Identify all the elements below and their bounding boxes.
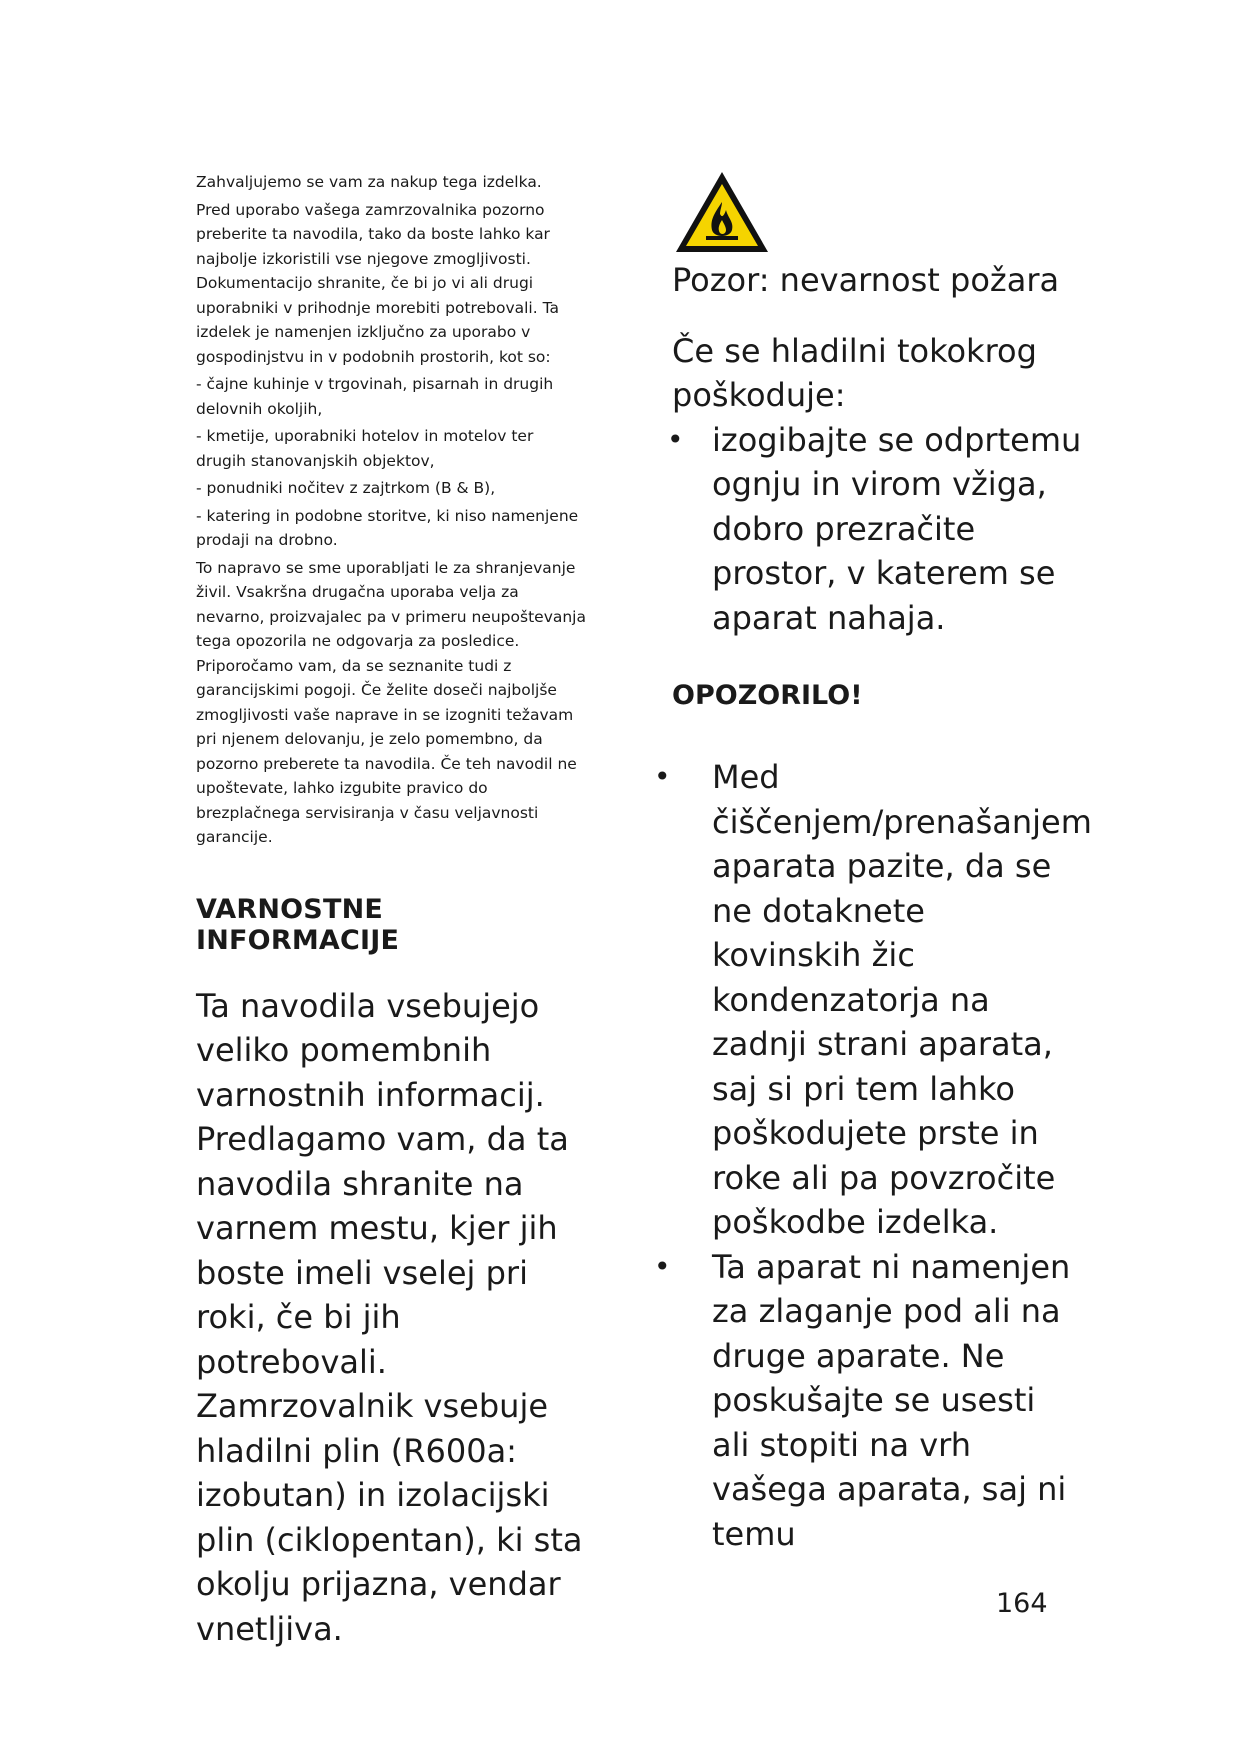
- list-item: [667, 418, 1082, 641]
- usage-item: - katering in podobne storitve, ki niso namenjene prodaji na drobno.: [196, 506, 579, 549]
- safety-heading: VARNOSTNE INFORMACIJE: [196, 893, 400, 956]
- warning-item-text: Ta aparat ni namenjen za zlaganje pod ali na druge aparate. Ne poskušajte se usesti ali stopiti na vrh vašega aparata, saj ni temu: [712, 1247, 1071, 1553]
- thanks-paragraph: Zahvaljujemo se vam za nakup tega izdelka.: [196, 173, 542, 191]
- usage-item: - čajne kuhinje v trgovinah, pisarnah in drugih delovnih okoljih,: [196, 375, 554, 418]
- usage-item: - ponudniki nočitev z zajtrkom (B & B),: [196, 479, 496, 497]
- right-column: [654, 168, 1092, 1556]
- instructions-paragraph: Pred uporabo vašega zamrzovalnika pozorno preberite ta navodila, tako da boste lahko kar najbolje izkoristili vse njegove zmogljivosti. Dokumentacijo shranite, če bi jo vi ali drugi uporabniki v prihodnje morebiti potrebovali. Ta izdelek je namenjen izključno za uporabo v gospodinjstvu in v podobnih prostorih, kot so:: [196, 200, 559, 366]
- safety-paragraph: Ta navodila vsebujejo veliko pomembnih varnostnih informacij. Predlagamo vam, da ta navodila shranite na varnem mestu, kjer jih boste imeli vselej pri roki, če bi jih potrebovali. Zamrzovalnik vsebuje hladilni plin (R600a: izobutan) in izolacijski plin (ciklopentan), ki sta okolju prijazna, vendar vnetljiva.: [196, 986, 583, 1648]
- list-item: [654, 1245, 1082, 1557]
- page-number: 164: [996, 1588, 1048, 1619]
- fire-warning-text: Pozor: nevarnost požara: [672, 261, 1060, 299]
- list-item: [654, 755, 1092, 1245]
- fire-warning: [672, 168, 1082, 303]
- warning-item-text: Med čiščenjem/prenašanjem aparata pazite, da se ne dotaknete kovinskih žic kondenzatorja na zadnji strani aparata, saj si pri tem lahko poškodujete prste in roke ali pa povzročite poškodbe izdelka.: [712, 758, 1092, 1241]
- flammable-warning-icon: [672, 168, 772, 258]
- bullet-icon: •: [654, 760, 671, 793]
- circuit-intro: Če se hladilni tokokrog poškoduje:: [672, 331, 1037, 414]
- closing-paragraph: To napravo se sme uporabljati le za shranjevanje živil. Vsakršna drugačna uporaba velja za nevarno, proizvajalec pa v primeru neupoštevanja tega opozorila ne odgovarja za posledice. Priporočamo vam, da se seznanite tudi z garancijskimi pogoji. Če želite doseči najboljše zmogljivosti vaše naprave in se izogniti težavam pri njenem delovanju, je zelo pomembno, da pozorno preberete ta navodila. Če teh navodil ne upoštevate, lahko izgubite pravico do brezplačnega servisiranja v času veljavnosti garancije.: [196, 558, 586, 846]
- left-column: [196, 170, 586, 1651]
- circuit-item-text: izogibajte se odprtemu ognju in virom vžiga, dobro prezračite prostor, v katerem se aparat nahaja.: [712, 420, 1082, 637]
- warning-heading: OPOZORILO!: [672, 680, 863, 711]
- usage-item: - kmetije, uporabniki hotelov in motelov ter drugih stanovanjskih objektov,: [196, 427, 534, 470]
- warning-list: [654, 755, 1092, 1556]
- intro-section: [196, 170, 586, 850]
- bullet-icon: •: [667, 422, 684, 456]
- bullet-icon: •: [654, 1249, 671, 1283]
- circuit-list: [667, 418, 1082, 641]
